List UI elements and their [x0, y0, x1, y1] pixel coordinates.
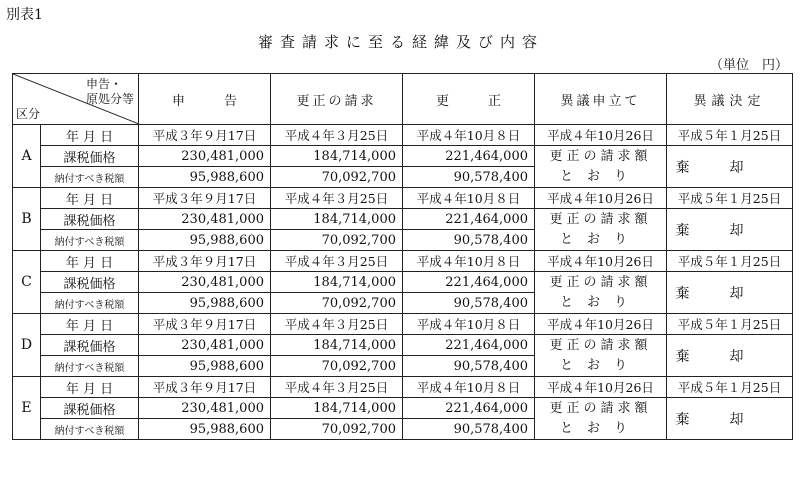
table-row — [13, 251, 793, 272]
row-label-tax: 納付すべき税額 — [41, 356, 139, 377]
date-cell: 平成４年10月26日 — [535, 314, 667, 335]
value-cell: 184,714,000 — [271, 146, 403, 167]
tax-cell: 95,988,600 — [139, 419, 271, 440]
date-cell: 平成４年３月25日 — [271, 377, 403, 398]
igi-result-line1: 更正の請求額 — [549, 148, 652, 164]
value-cell: 221,464,000 — [403, 146, 535, 167]
table-row — [13, 125, 793, 146]
row-label-value: 課税価格 — [41, 398, 139, 419]
igi-result — [535, 272, 667, 314]
date-cell: 平成４年３月25日 — [271, 314, 403, 335]
history-table — [12, 73, 793, 440]
table-body — [13, 125, 793, 440]
decision-cell: 棄却 — [667, 209, 793, 251]
date-cell: 平成５年１月25日 — [667, 125, 793, 146]
value-cell: 230,481,000 — [139, 398, 271, 419]
igi-result-line2: とおり — [559, 357, 641, 373]
date-cell: 平成３年９月17日 — [139, 314, 271, 335]
date-cell: 平成５年１月25日 — [667, 314, 793, 335]
row-label-tax: 納付すべき税額 — [41, 167, 139, 188]
igi-result-line1: 更正の請求額 — [549, 337, 652, 353]
row-label-value: 課税価格 — [41, 209, 139, 230]
row-label-date: 年 月 日 — [41, 125, 139, 146]
tax-cell: 90,578,400 — [403, 356, 535, 377]
date-cell: 平成４年10月26日 — [535, 188, 667, 209]
value-cell: 221,464,000 — [403, 398, 535, 419]
date-cell: 平成４年10月８日 — [403, 125, 535, 146]
value-cell: 230,481,000 — [139, 272, 271, 293]
date-cell: 平成４年10月26日 — [535, 251, 667, 272]
igi-result — [535, 209, 667, 251]
table-row — [13, 377, 793, 398]
igi-result — [535, 398, 667, 440]
tax-cell: 70,092,700 — [271, 167, 403, 188]
decision-cell: 棄却 — [667, 398, 793, 440]
igi-result-line2: とおり — [559, 420, 641, 436]
value-cell: 230,481,000 — [139, 146, 271, 167]
tax-cell: 95,988,600 — [139, 167, 271, 188]
row-label-date: 年 月 日 — [41, 377, 139, 398]
igi-result — [535, 335, 667, 377]
tax-cell: 70,092,700 — [271, 230, 403, 251]
igi-result-line1: 更正の請求額 — [549, 400, 652, 416]
date-cell: 平成４年３月25日 — [271, 188, 403, 209]
tax-cell: 70,092,700 — [271, 419, 403, 440]
date-cell: 平成３年９月17日 — [139, 125, 271, 146]
row-label-value: 課税価格 — [41, 146, 139, 167]
unit-note: （単位 円） — [709, 58, 788, 73]
date-cell: 平成４年10月８日 — [403, 251, 535, 272]
decision-cell: 棄却 — [667, 146, 793, 188]
tax-cell: 90,578,400 — [403, 419, 535, 440]
date-cell: 平成４年10月８日 — [403, 188, 535, 209]
row-label-value: 課税価格 — [41, 335, 139, 356]
table-row — [13, 188, 793, 209]
value-cell: 184,714,000 — [271, 209, 403, 230]
page-title: 審査請求に至る経緯及び内容 — [257, 33, 544, 51]
igi-result-line2: とおり — [559, 231, 641, 247]
corner-top-1: 申告・ — [85, 77, 122, 91]
date-cell: 平成３年９月17日 — [139, 188, 271, 209]
group-id: B — [13, 188, 41, 251]
value-cell: 184,714,000 — [271, 272, 403, 293]
tax-cell: 95,988,600 — [139, 293, 271, 314]
igi-result-line1: 更正の請求額 — [549, 211, 652, 227]
date-cell: 平成５年１月25日 — [667, 188, 793, 209]
decision-cell: 棄却 — [667, 272, 793, 314]
table-row — [13, 209, 793, 230]
group-id: C — [13, 251, 41, 314]
date-cell: 平成３年９月17日 — [139, 251, 271, 272]
header-kettei: 異議決定 — [667, 74, 793, 125]
group-id: E — [13, 377, 41, 440]
header-kosei-seikyu: 更正の請求 — [271, 74, 403, 125]
igi-result-line2: とおり — [559, 168, 641, 184]
tax-cell: 90,578,400 — [403, 167, 535, 188]
date-cell: 平成４年10月26日 — [535, 125, 667, 146]
date-cell: 平成４年10月８日 — [403, 314, 535, 335]
corner-top-2: 原処分等 — [85, 92, 134, 106]
table-row — [13, 398, 793, 419]
row-label-date: 年 月 日 — [41, 251, 139, 272]
table-row — [13, 314, 793, 335]
decision-cell: 棄却 — [667, 335, 793, 377]
table-row — [13, 272, 793, 293]
igi-result-line2: とおり — [559, 294, 641, 310]
corner-bottom: 区分 — [16, 107, 41, 121]
row-label-date: 年 月 日 — [41, 314, 139, 335]
value-cell: 184,714,000 — [271, 335, 403, 356]
tax-cell: 95,988,600 — [139, 230, 271, 251]
date-cell: 平成５年１月25日 — [667, 377, 793, 398]
row-label-tax: 納付すべき税額 — [41, 230, 139, 251]
appendix-label: 別表1 — [6, 7, 43, 23]
row-label-value: 課税価格 — [41, 272, 139, 293]
table-row — [13, 335, 793, 356]
date-cell: 平成４年10月８日 — [403, 377, 535, 398]
value-cell: 221,464,000 — [403, 209, 535, 230]
date-cell: 平成４年３月25日 — [271, 125, 403, 146]
value-cell: 230,481,000 — [139, 335, 271, 356]
date-cell: 平成５年１月25日 — [667, 251, 793, 272]
value-cell: 230,481,000 — [139, 209, 271, 230]
date-cell: 平成４年10月26日 — [535, 377, 667, 398]
igi-result — [535, 146, 667, 188]
date-cell: 平成３年９月17日 — [139, 377, 271, 398]
table-row — [13, 146, 793, 167]
row-label-date: 年 月 日 — [41, 188, 139, 209]
row-label-tax: 納付すべき税額 — [41, 419, 139, 440]
group-id: D — [13, 314, 41, 377]
group-id: A — [13, 125, 41, 188]
header-igi: 異議申立て — [535, 74, 667, 125]
date-cell: 平成４年３月25日 — [271, 251, 403, 272]
tax-cell: 70,092,700 — [271, 293, 403, 314]
tax-cell: 70,092,700 — [271, 356, 403, 377]
tax-cell: 90,578,400 — [403, 293, 535, 314]
value-cell: 221,464,000 — [403, 335, 535, 356]
tax-cell: 95,988,600 — [139, 356, 271, 377]
header-shinkoku: 申 告 — [139, 74, 271, 125]
corner-header — [13, 74, 139, 125]
row-label-tax: 納付すべき税額 — [41, 293, 139, 314]
header-kosei: 更 正 — [403, 74, 535, 125]
value-cell: 184,714,000 — [271, 398, 403, 419]
igi-result-line1: 更正の請求額 — [549, 274, 652, 290]
tax-cell: 90,578,400 — [403, 230, 535, 251]
value-cell: 221,464,000 — [403, 272, 535, 293]
